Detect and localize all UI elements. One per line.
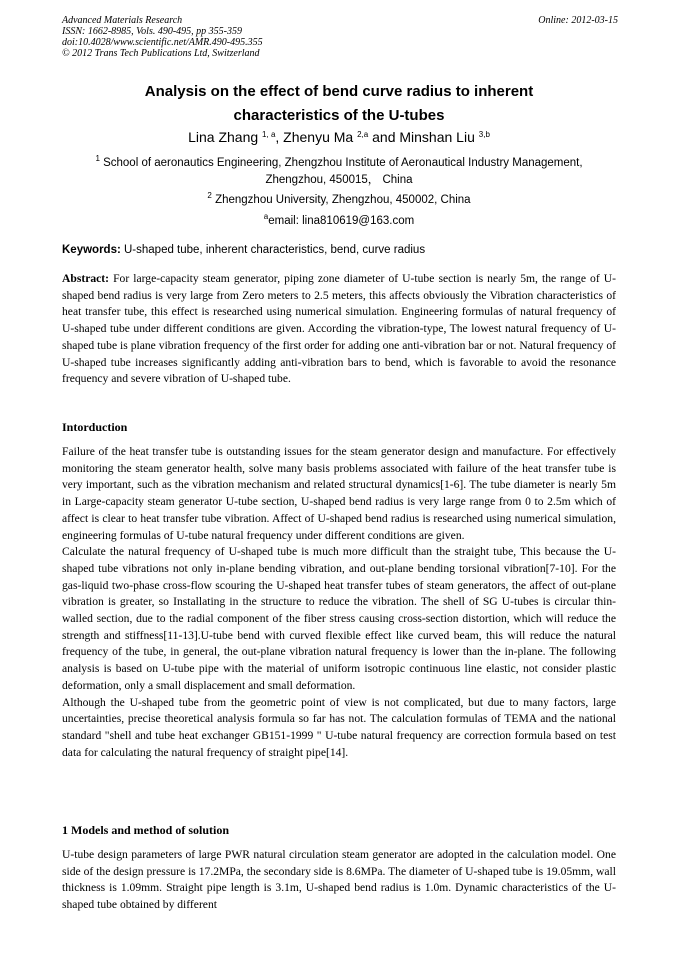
keywords-label: Keywords:: [62, 244, 121, 256]
author-3: Minshan Liu: [399, 129, 475, 145]
affiliation-1-line-1: School of aeronautics Engineering, Zhengzhou Institute of Aeronautical Industry Management,: [103, 157, 583, 169]
paper-title: [62, 80, 616, 128]
introduction-section: [62, 444, 616, 761]
abstract: [62, 271, 616, 388]
affiliation-1: [62, 155, 616, 189]
author-3-affiliation-mark: 3,b: [478, 130, 490, 139]
email-text: email: lina810619@163.com: [268, 215, 415, 227]
models-section: [62, 847, 616, 914]
journal-copyright: © 2012 Trans Tech Publications Ltd, Switzerland: [62, 48, 260, 59]
author-list: [62, 128, 616, 146]
keywords: [62, 243, 616, 258]
keywords-text: U-shaped tube, inherent characteristics, bend, curve radius: [120, 244, 426, 256]
abstract-text: For large-capacity steam generator, piping zone diameter of U-tube section is nearly 5m, the range of U-shaped bend radius is very large from Zero meters to 2.5 meters, this affects obviously the Vibration characteristics of heat transfer tube, this effect is researched using numerical simulation. Engineering formulas of natural frequency of U-shaped tube under different conditions are given. According the vibration-type, The lowest natural frequency of U-shaped tube is plane vibration frequency of the first order for adding one anti-vibration bar or not. Natural frequency of U-shaped tube increases significantly adding anti-vibration bars to bend, which is favorable to avoid the resonance frequency and severe vibration of U-shaped tube.: [62, 272, 616, 386]
affiliation-2-text: Zhengzhou University, Zhengzhou, 450002, China: [215, 194, 471, 206]
author-2-affiliation-mark: 2,a: [357, 130, 369, 139]
online-date: Online: 2012-03-15: [538, 15, 618, 26]
journal-name: Advanced Materials Research: [62, 15, 183, 26]
author-separator-1: ,: [275, 129, 284, 145]
affiliation-1-line-2: Zhengzhou, 450015， China: [265, 174, 413, 186]
models-paragraph-1: U-tube design parameters of large PWR natural circulation steam generator are adopted in the calculation model. One side of the design pressure is 17.2MPa, the secondary side is 8.6MPa. The diameter of U-shaped tube is 19.05mm, wall thickness is 1.09mm. Straight pipe length is 3.1m, U-shaped bend radius is 1.0m. Dynamic characteristics of the U-shaped tube obtained by different: [62, 848, 616, 912]
author-1-affiliation-mark: 1, a: [262, 130, 276, 139]
intro-paragraph-1: Failure of the heat transfer tube is outstanding issues for the steam generator design and manufacture. For effectively monitoring the steam generator health, solve many basis problems associated with failure of the heat transfer tube is very important, such as the vibration mechanism and related structural dynamics[1-6]. The tube diameter is nearly 5m in Large-capacity steam generator U-tube section, U-shaped bend radius is very large range from 0 to 2.5m which of affect is clear to heat transfer tube vibration. Affect of U-shaped bend radius is researched using numerical simulation, engineering formulas of U-tube natural frequency under different conditions are given.: [62, 445, 616, 542]
email-mark: a: [263, 212, 269, 221]
abstract-label: Abstract:: [62, 272, 110, 285]
author-separator-2: and: [368, 129, 400, 145]
author-1: Lina Zhang: [188, 129, 259, 145]
affiliation-2: [62, 192, 616, 209]
affiliation-2-mark: 2: [207, 191, 212, 200]
title-line-1: Analysis on the effect of bend curve radius to inherent: [144, 83, 534, 100]
intro-paragraph-2: Calculate the natural frequency of U-shaped tube is much more difficult than the straight tube, This because the U-shaped tube vibrations not only in-plane bending vibration, and out-plane bending torsional vibration[7-10]. For the gas-liquid two-phase cross-flow scouring the U-shaped heat transfer tubes of steam generators, the affect of out-plane vibration is greater, so Installating in the structure to reduce the vibration. The shell of SG U-tubes is circular thin-walled section, due to the radial component of the fiber stress causing cross-section distortion, which will reduce the strength and stiffness[11-13].U-tube bend with curved flexible effect like curved beam, this will reduce the natural frequency of the tube, in general, the out-plane vibration natural frequency is lower than the in-plane. The following analysis is based on U-tube pipe with the material of uniform isotropic continuous line elastic, not consider plastic deformation, only a small displacement and small deformation.: [62, 545, 616, 692]
journal-issn: ISSN: 1662-8985, Vols. 490-495, pp 355-359: [62, 26, 242, 37]
section-heading-introduction: Intorduction: [62, 420, 128, 434]
intro-paragraph-3: Although the U-shaped tube from the geometric point of view is not complicated, but due to many factors, large uncertainties, precise theoretical analysis formula so far has not. The calculation formulas of TEMA and the national standard "shell and tube heat exchanger GB151-1999 " U-tube natural frequency are correction formula based on test data for calculating the natural frequency of straight pipe[14].: [62, 695, 616, 759]
author-2: Zhenyu Ma: [283, 129, 354, 145]
journal-doi: doi:10.4028/www.scientific.net/AMR.490-495.355: [62, 37, 263, 48]
section-heading-models: 1 Models and method of solution: [62, 823, 230, 837]
affiliation-1-mark: 1: [95, 154, 100, 163]
journal-header: [62, 15, 618, 59]
title-line-2: characteristics of the U-tubes: [233, 107, 445, 124]
author-email: [62, 213, 616, 230]
